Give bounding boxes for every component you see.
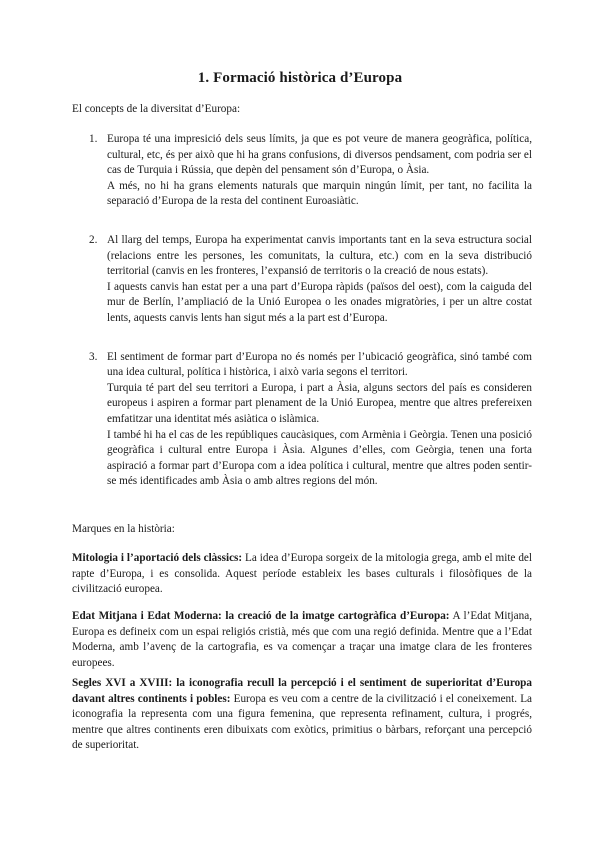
section-text: La idea d’Europa sorgeix de la mitologia grega, amb el mite del rapte d’Europa, i es consolida. Aquest període estableix les bases culturals i filosòfiques de la civilització europea. xyxy=(72,552,532,596)
list-paragraph: El sentiment de formar part d’Europa no és només per l’ubicació geogràfica, sinó també com una idea cultural, política i històrica, i això varia segons el territori. xyxy=(107,350,532,379)
section-text: Europa es veu com a centre de la civilització i el coneixement. La iconografia la representa com una figura femenina, que representa refinament, cultura, i progrés, mentre que altres continents eren dibuixats com exòtics, primitius o bàrbars, reforçant una percepció de superioritat. xyxy=(72,692,532,752)
section-middle-ages xyxy=(72,609,532,671)
list-paragraph: I aquests canvis han estat per a una part d’Europa ràpids (països del oest), com la caiguda del mur de Berlín, l’ampliació de la Unió Europea o les onades migratòries, i per un altre costat lents, aquests canvis lents han sigut més a la part est d’Europa. xyxy=(107,280,532,324)
list-number: 3. xyxy=(89,350,98,363)
section-heading: Segles XVI a XVIII: la iconografia recull la percepció i el sentiment de superioritat d’Europa davant altres continents i pobles: xyxy=(72,677,532,705)
section-heading: Mitologia i l’aportació dels clàssics: xyxy=(72,552,243,564)
section-mythology xyxy=(72,551,532,598)
section-heading: Edat Mitjana i Edat Moderna: la creació de la imatge cartogràfica d’Europa: xyxy=(72,610,450,622)
list-item xyxy=(72,233,532,327)
list-paragraph: I també hi ha el cas de les repúbliques caucàsiques, com Armènia i Geòrgia. Tenen una posició geogràfica i cultural entre Europa i Àsia. Algunes d’elles, com Geòrgia, tenen una forta aspiració a formar part d’Europa com a idea política i cultural, mentre que altres poden sentir-se més identificades amb Àsia o amb altres regions del món. xyxy=(107,428,532,488)
intro-text: El concepts de la diversitat d’Europa: xyxy=(72,103,241,115)
section-text: A l’Edat Mitjana, Europa es defineix com un espai religiós cristià, més que com una regió definida. Mentre que a l’Edat Moderna, amb l’avenç de la cartografia, es va començar a traçar una imatge clara de les fronteres europees. xyxy=(72,610,532,669)
section-16th-18th-centuries xyxy=(72,676,532,754)
list-number: 2. xyxy=(89,233,98,246)
list-item xyxy=(72,350,532,490)
list-paragraph: A més, no hi ha grans elements naturals que marquin ningún límit, per tant, no facilita la separació d’Europa de la resta del continent Euroasiàtic. xyxy=(107,179,532,208)
list-paragraph: Al llarg del temps, Europa ha experimentat canvis importants tant en la seva estructura social (relacions entre les persones, les comunitats, la cultura, etc.) com en la seva distribució territorial (canvis en les fronteres, l’expansió de territoris o la creació de nous estats). xyxy=(107,233,532,278)
list-paragraph: Europa té una impresició dels seus límits, ja que es pot veure de manera geogràfica, política, cultural, etc, és per això que hi ha grans confusions, di diversos pendsament, com podria ser el cas de Turquia i Rússia, que depèn del pensament són d’Europa, o Àsia. xyxy=(107,133,532,177)
diversity-list xyxy=(72,132,532,490)
history-marks-heading: Marques en la història: xyxy=(72,523,175,535)
list-paragraph: Turquia té part del seu territori a Europa, i part a Àsia, alguns sectors del país es consideren europeus i aspiren a formar part plenament de la Unió Europea, mentre que altres prefereixen emfatitzar una identitat més asiàtica o islàmica. xyxy=(107,381,532,425)
list-number: 1. xyxy=(89,133,98,145)
list-item xyxy=(72,132,532,210)
page-title: 1. Formació històrica d’Europa xyxy=(197,70,403,86)
